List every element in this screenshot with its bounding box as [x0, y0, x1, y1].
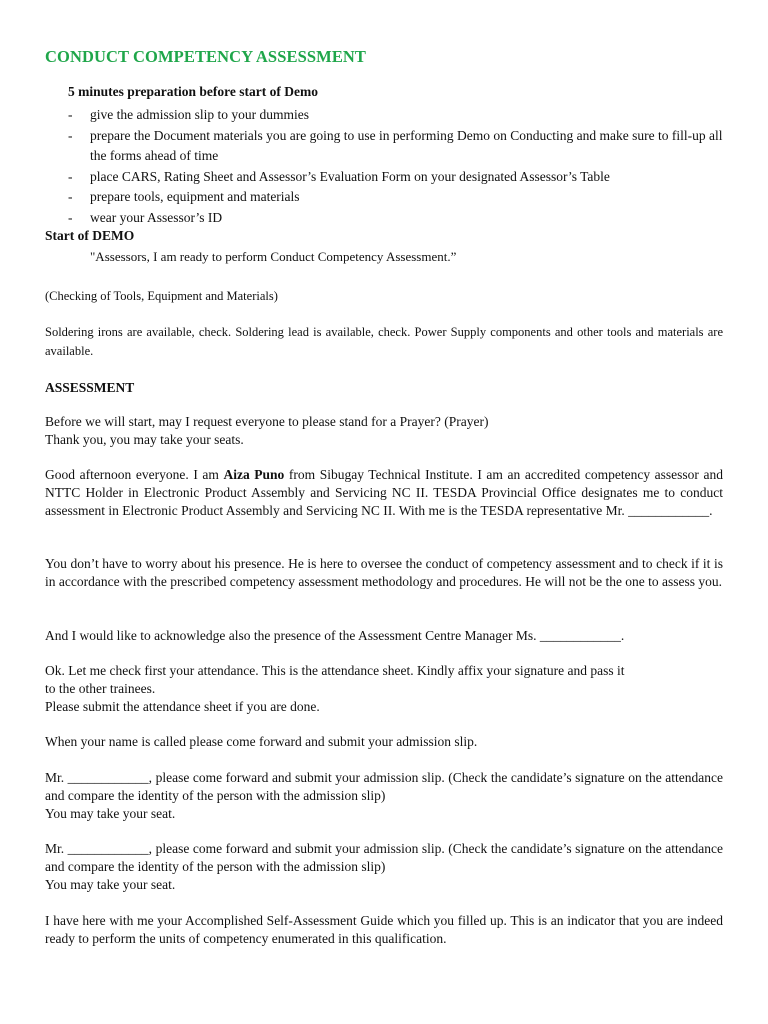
admission-instruction: Mr. ____________, please come forward and submit your admission slip. (Check the candidate’s signature on the attendance and compare the identity of the person with the admission slip): [45, 841, 723, 874]
seat-line: You may take your seat.: [45, 806, 176, 821]
list-item: - wear your Assessor’s ID: [68, 208, 723, 229]
list-item: - prepare the Document materials you are going to use in performing Demo on Conducting and make sure to fill-up all the forms ahead of time: [68, 126, 723, 167]
list-item: - give the admission slip to your dummies: [68, 105, 723, 126]
document-title: CONDUCT COMPETENCY ASSESSMENT: [45, 47, 367, 66]
admission-entry: [45, 840, 723, 894]
acknowledge-paragraph: And I would like to acknowledge also the presence of the Assessment Centre Manager Ms. ____________.: [45, 628, 625, 643]
preparation-list: [68, 105, 723, 228]
prayer-line: Thank you, you may take your seats.: [45, 432, 244, 447]
guide-paragraph: I have here with me your Accomplished Self-Assessment Guide which you filled up. This is an indicator that you are indeed ready to perform the units of competency enumerated in this qualification.: [45, 913, 723, 946]
assessor-name: Aiza Puno: [223, 467, 285, 482]
worry-paragraph: You don’t have to worry about his presence. He is here to oversee the conduct of competency assessment and to check if it is in accordance with the prescribed competency assessment methodology and procedures. He will not be the one to assess you.: [45, 556, 723, 589]
attendance-line: Ok. Let me check first your attendance. This is the attendance sheet. Kindly affix your signature and pass it: [45, 663, 625, 678]
demo-quote: "Assessors, I am ready to perform Conduct Competency Assessment.”: [90, 249, 457, 264]
admission-instruction: Mr. ____________, please come forward and submit your admission slip. (Check the candidate’s signature on the attendance and compare the identity of the person with the admission slip): [45, 770, 723, 803]
greeting-paragraph: [45, 466, 723, 520]
assessment-heading: ASSESSMENT: [45, 380, 135, 395]
demo-heading: Start of DEMO: [45, 228, 135, 243]
preparation-heading: 5 minutes preparation before start of Demo: [68, 84, 318, 99]
checking-note: (Checking of Tools, Equipment and Materials): [45, 289, 278, 303]
attendance-line: Please submit the attendance sheet if you are done.: [45, 699, 320, 714]
admission-entry: [45, 769, 723, 823]
called-paragraph: When your name is called please come forward and submit your admission slip.: [45, 734, 478, 749]
list-item: - prepare tools, equipment and materials: [68, 187, 723, 208]
greeting-text: Good afternoon everyone. I am: [45, 467, 224, 482]
soldering-paragraph: Soldering irons are available, check. Soldering lead is available, check. Power Supply components and other tools and materials are available.: [45, 325, 723, 358]
seat-line: You may take your seat.: [45, 877, 176, 892]
prayer-paragraph: [45, 413, 723, 449]
greeting-text: from Sibugay Technical Institute. I am an accredited competency assessor and NTTC Holder in Electronic Product Assembly and Servicing NC II. TESDA Provincial Office designates me to conduct assessment in Electronic Product Assembly and Servicing NC II. With me is the TESDA representative Mr. ____________.: [45, 467, 723, 518]
list-item: - place CARS, Rating Sheet and Assessor’s Evaluation Form on your designated Assessor’s Table: [68, 167, 723, 188]
attendance-paragraph: [45, 662, 723, 716]
prayer-line: Before we will start, may I request everyone to please stand for a Prayer? (Prayer): [45, 414, 489, 429]
attendance-line: to the other trainees.: [45, 681, 156, 696]
